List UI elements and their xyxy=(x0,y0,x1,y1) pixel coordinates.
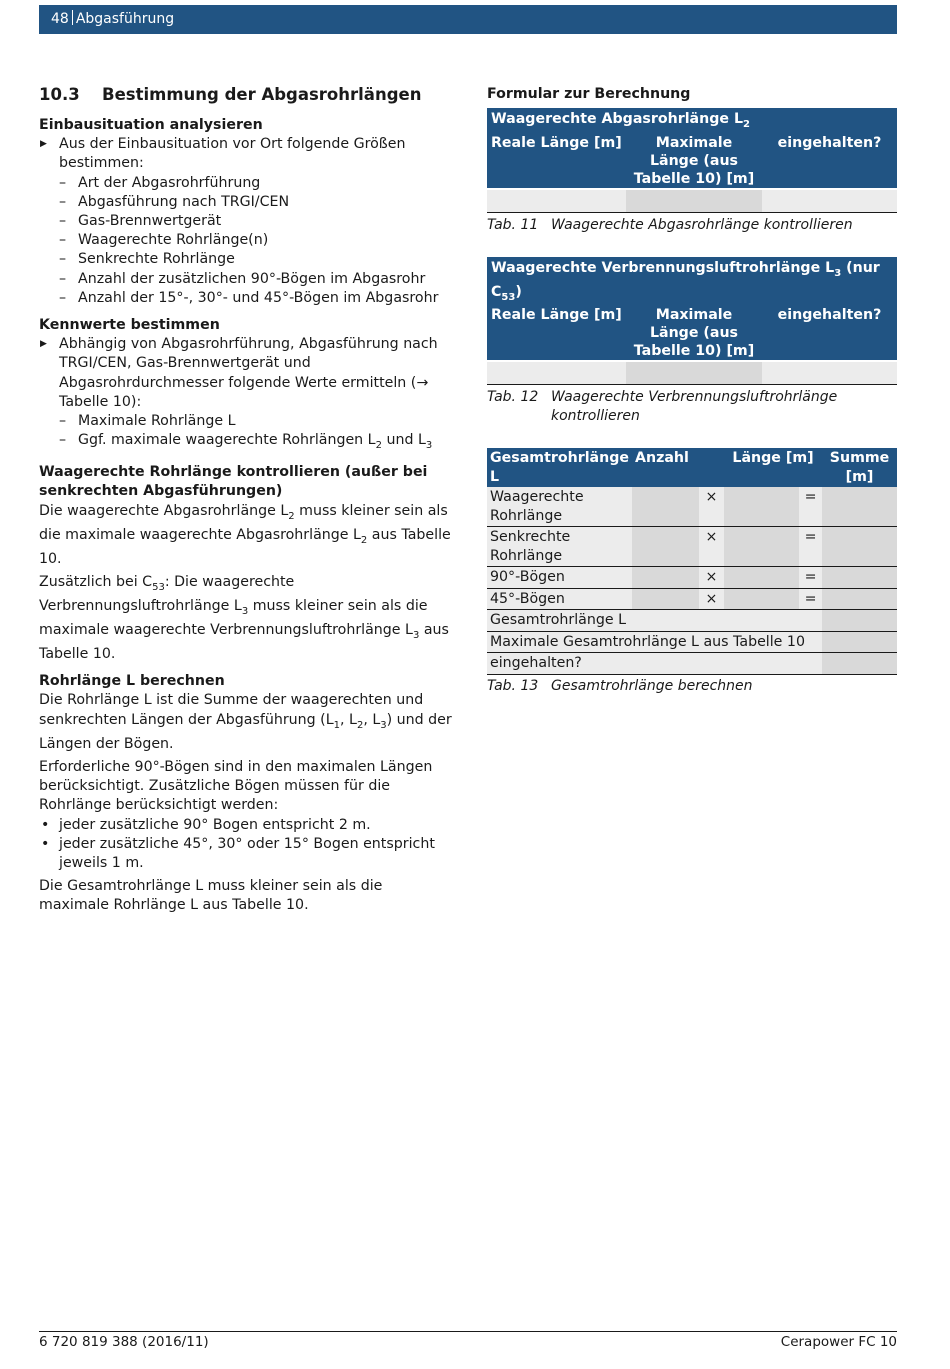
row-label: Senkrechte Rohrlänge xyxy=(487,527,632,567)
subscript: 2 xyxy=(743,118,750,130)
caption-text: Gesamtrohrlänge berechnen xyxy=(551,677,753,694)
subscript: 1 xyxy=(333,719,340,731)
subscript: 2 xyxy=(356,719,364,731)
subheading-kennwerte: Kennwerte bestimmen xyxy=(39,317,220,334)
input-cell[interactable] xyxy=(724,527,799,567)
list-item: – Gas-Brennwertgerät xyxy=(39,212,453,231)
table-row xyxy=(487,631,897,653)
page-footer xyxy=(39,1331,897,1350)
table-header-cell xyxy=(487,257,897,307)
result-cell[interactable] xyxy=(822,631,897,653)
paragraph xyxy=(39,691,453,753)
equals-sign: = xyxy=(799,567,822,589)
result-cell[interactable] xyxy=(822,527,897,567)
subscript: 3 xyxy=(425,440,433,452)
text-run: aus Tabelle 10. xyxy=(39,622,449,663)
header-separator xyxy=(72,10,73,25)
page-header xyxy=(39,5,897,34)
text-run: , L xyxy=(340,711,357,728)
result-cell[interactable] xyxy=(822,567,897,589)
column-header: Anzahl xyxy=(632,448,724,487)
header-section: Abgasführung xyxy=(75,11,175,27)
section-number: 10.3 xyxy=(39,85,80,104)
dash-list xyxy=(39,412,453,455)
list-item: – Anzahl der 15°-, 30°- und 45°-Bögen im Abgasrohr xyxy=(39,289,453,308)
table-row xyxy=(487,567,897,589)
result-cell[interactable] xyxy=(822,653,897,675)
list-item: – Maximale Rohrlänge L xyxy=(39,412,453,431)
column-header: eingehalten? xyxy=(762,306,897,361)
step-item xyxy=(39,335,453,455)
row-label: Waagerechte Rohrlänge xyxy=(487,487,632,527)
subheading-einbausituation: Einbausituation analysieren xyxy=(39,117,263,133)
row-label: Maximale Gesamtrohrlänge L aus Tabelle 10 xyxy=(487,631,822,653)
paragraph: Die Gesamtrohrlänge L muss kleiner sein als die maximale Rohrlänge L aus Tabelle 10. xyxy=(39,878,383,914)
text-run: (nur C xyxy=(491,259,880,300)
equals-sign: = xyxy=(799,588,822,610)
table-row xyxy=(487,527,897,567)
input-row xyxy=(487,189,897,212)
subscript: 2 xyxy=(375,440,382,452)
step-list xyxy=(39,135,453,308)
list-item: – Anzahl der zusätzlichen 90°-Bögen im Abgasrohr xyxy=(39,270,453,289)
input-cell[interactable] xyxy=(762,361,897,384)
input-cell[interactable] xyxy=(724,487,799,527)
list-item: – Waagerechte Rohrlänge(n) xyxy=(39,231,453,250)
input-cell[interactable] xyxy=(487,361,626,384)
table-header-row xyxy=(487,108,897,134)
table-11 xyxy=(487,108,897,212)
equals-sign: = xyxy=(799,487,822,527)
input-cell[interactable] xyxy=(632,487,699,527)
left-column xyxy=(39,84,453,916)
dash-list xyxy=(39,174,453,308)
text-run: aus Tabelle 10. xyxy=(39,526,451,567)
table-header-row xyxy=(487,257,897,307)
input-cell[interactable] xyxy=(632,588,699,610)
text-run: : Die waagerechte Verbrennungsluftrohrlänge L xyxy=(39,573,295,614)
subscript: 2 xyxy=(288,510,295,522)
product-name: Cerapower FC 10 xyxy=(780,1334,897,1350)
text-run: ) xyxy=(515,283,522,300)
result-cell[interactable] xyxy=(822,588,897,610)
subscript: 3 xyxy=(834,267,842,279)
subscript: 53 xyxy=(501,291,516,303)
table-row xyxy=(487,588,897,610)
step-list xyxy=(39,335,453,455)
caption-text: Waagerechte Verbrennungsluftrohrlänge kontrollieren xyxy=(551,389,838,425)
column-header: Maximale Länge (aus Tabelle 10) [m] xyxy=(626,134,762,189)
times-sign: × xyxy=(699,588,724,610)
times-sign: × xyxy=(699,487,724,527)
bullet-list xyxy=(39,816,453,874)
right-column xyxy=(487,84,897,718)
form-title: Formular zur Berechnung xyxy=(487,86,691,102)
table-header-row xyxy=(487,306,897,361)
table-caption xyxy=(487,384,897,426)
step-text: Abhängig von Abgasrohrführung, Abgasführung nach TRGI/CEN, Gas-Brennwertgerät und Abgasrohrdurchmesser folgende Werte ermitteln (→ Tabelle 10): xyxy=(59,336,438,410)
table-header-row xyxy=(487,134,897,189)
subscript: 3 xyxy=(241,605,249,617)
subscript: 53 xyxy=(152,581,165,593)
text-run: ) und der Längen der Bögen. xyxy=(39,711,452,752)
column-header: Reale Länge [m] xyxy=(487,134,626,189)
table-header-cell xyxy=(487,108,897,134)
step-item xyxy=(39,135,453,308)
table-12 xyxy=(487,257,897,385)
text-run: muss kleiner sein als die maximale waagerechte Abgasrohrlänge L xyxy=(39,502,448,543)
paragraph: Erforderliche 90°-Bögen sind in den maximalen Längen berücksichtigt. Zusätzliche Bögen müssen für die Rohrlänge berücksichtigt werden: xyxy=(39,758,433,814)
page-number: 48 xyxy=(51,11,69,27)
list-item: – Senkrechte Rohrlänge xyxy=(39,250,453,269)
table-row xyxy=(487,610,897,632)
table-13 xyxy=(487,448,897,675)
times-sign: × xyxy=(699,567,724,589)
input-cell[interactable] xyxy=(632,567,699,589)
section-title: Bestimmung der Abgasrohrlängen xyxy=(102,85,422,104)
caption-text: Waagerechte Abgasrohrlänge kontrollieren xyxy=(551,216,853,233)
input-cell[interactable] xyxy=(487,189,626,212)
paragraph xyxy=(39,502,453,569)
input-cell[interactable] xyxy=(632,527,699,567)
row-label: 90°-Bögen xyxy=(487,567,632,589)
text-run: , L xyxy=(363,711,381,728)
subheading-rohrlaenge: Rohrlänge L berechnen xyxy=(39,673,225,690)
step-text: Aus der Einbausituation vor Ort folgende Größen bestimmen: xyxy=(59,136,406,172)
table-caption xyxy=(487,212,897,235)
column-header: Gesamtrohrlänge L xyxy=(487,448,632,487)
input-row xyxy=(487,361,897,384)
caption-label: Tab. 11 xyxy=(487,216,539,233)
input-cell[interactable] xyxy=(762,189,897,212)
table-caption xyxy=(487,675,897,696)
text-run: Waagerechte Verbrennungsluftrohrlänge L xyxy=(491,259,835,276)
input-cell[interactable] xyxy=(724,588,799,610)
column-header: Länge [m] xyxy=(724,448,822,487)
input-cell[interactable] xyxy=(626,189,762,212)
list-item: • jeder zusätzliche 90° Bogen entspricht 2 m. xyxy=(39,816,453,835)
result-cell[interactable] xyxy=(822,487,897,527)
column-header: Summe [m] xyxy=(822,448,897,487)
column-header: Reale Länge [m] xyxy=(487,306,626,361)
text-run: Die Rohrlänge L ist die Summe der waagerechten und senkrechten Längen der Abgasführung (L xyxy=(39,692,424,728)
subscript: 2 xyxy=(360,534,368,546)
table-row xyxy=(487,653,897,675)
text-run: Ggf. maximale waagerechte Rohrlängen L xyxy=(78,432,376,449)
text-run: muss kleiner sein als die maximale waagerechte Verbrennungsluftrohrlänge L xyxy=(39,597,428,639)
equals-sign: = xyxy=(799,527,822,567)
row-label: Gesamtrohrlänge L xyxy=(487,610,822,632)
paragraph xyxy=(39,573,453,664)
table-header-row xyxy=(487,448,897,487)
input-cell[interactable] xyxy=(724,567,799,589)
section-heading xyxy=(39,84,453,106)
times-sign: × xyxy=(699,527,724,567)
text-run: Die waagerechte Abgasrohrlänge L xyxy=(39,502,289,519)
table-row xyxy=(487,487,897,527)
result-cell[interactable] xyxy=(822,610,897,632)
text-run: Zusätzlich bei C xyxy=(39,573,153,590)
document-number: 6 720 819 388 (2016/11) xyxy=(39,1334,209,1350)
list-item: – Art der Abgasrohrführung xyxy=(39,174,453,193)
column-header: eingehalten? xyxy=(762,134,897,189)
subscript: 3 xyxy=(380,719,387,731)
row-label: 45°-Bögen xyxy=(487,588,632,610)
text-run: und L xyxy=(381,432,426,449)
subscript: 3 xyxy=(412,629,420,641)
subheading-waagerecht: Waagerechte Rohrlänge kontrollieren (außer bei senkrechten Abgasführungen) xyxy=(39,464,428,500)
row-label: eingehalten? xyxy=(487,653,822,675)
text-run: Waagerechte Abgasrohrlänge L xyxy=(491,111,743,127)
caption-label: Tab. 13 xyxy=(487,677,539,694)
column-header: Maximale Länge (aus Tabelle 10) [m] xyxy=(626,306,762,361)
list-item xyxy=(39,431,453,455)
input-cell[interactable] xyxy=(626,361,762,384)
list-item: • jeder zusätzliche 45°, 30° oder 15° Bogen entspricht jeweils 1 m. xyxy=(39,835,453,873)
caption-label: Tab. 12 xyxy=(487,389,539,406)
list-item: – Abgasführung nach TRGI/CEN xyxy=(39,193,453,212)
